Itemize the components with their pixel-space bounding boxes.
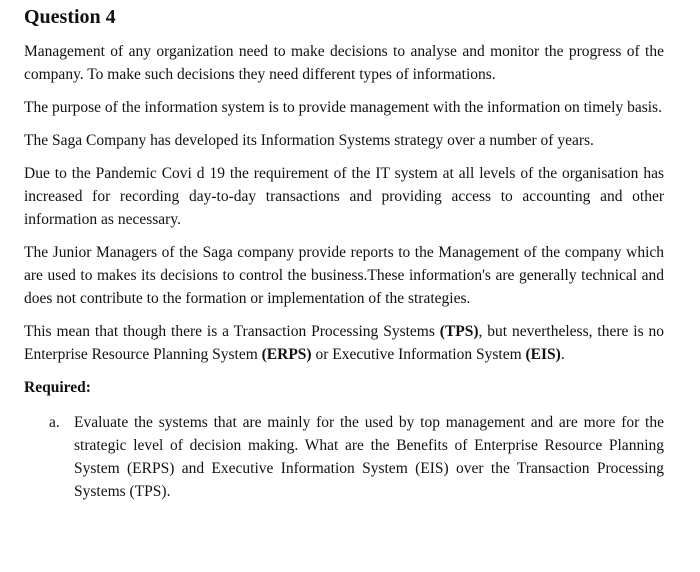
paragraph-saga-strategy: The Saga Company has developed its Information Systems strategy over a number of years. bbox=[24, 132, 594, 149]
systems-text-4: . bbox=[560, 346, 565, 363]
paragraph-purpose: The purpose of the information system is to provide management with the information on timely basis. bbox=[24, 99, 662, 116]
question-document bbox=[24, 4, 664, 503]
systems-tps-bold: (TPS) bbox=[439, 323, 479, 340]
paragraph-systems bbox=[24, 320, 664, 366]
paragraph-pandemic: Due to the Pandemic Covi d 19 the requirement of the IT system at all levels of the organisation has increased for recording day-to-day transactions and providing access to accounting and other information as necessary. bbox=[24, 165, 664, 228]
question-title: Question 4 bbox=[24, 6, 116, 28]
list-item bbox=[24, 411, 664, 503]
systems-eis-bold: (EIS) bbox=[525, 346, 561, 363]
required-heading: Required: bbox=[24, 379, 91, 396]
systems-text-3: or Executive Information System bbox=[311, 346, 526, 363]
paragraph-management-decisions: Management of any organization need to make decisions to analyse and monitor the progress of the company. To make such decisions they need different types of informations. bbox=[24, 43, 664, 83]
list-item-text: Evaluate the systems that are mainly for the used by top management and are more for the strategic level of decision making. What are the Benefits of Enterprise Resource Planning System (ERPS) and Executive Information System (EIS) over the Transaction Processing Systems (TPS). bbox=[74, 414, 664, 500]
systems-text-1: This mean that though there is a Transaction Processing Systems bbox=[24, 323, 440, 340]
systems-erps-bold: (ERPS) bbox=[261, 346, 312, 363]
paragraph-junior-managers: The Junior Managers of the Saga company provide reports to the Management of the company which are used to makes its decisions to control the business.These information's are generally technical and does not contribute to the formation or implementation of the strategies. bbox=[24, 244, 664, 307]
systems-text-2: , but nevertheless, there is no Enterprise Resource Planning System bbox=[24, 323, 664, 363]
list-item-marker: a. bbox=[49, 414, 60, 431]
